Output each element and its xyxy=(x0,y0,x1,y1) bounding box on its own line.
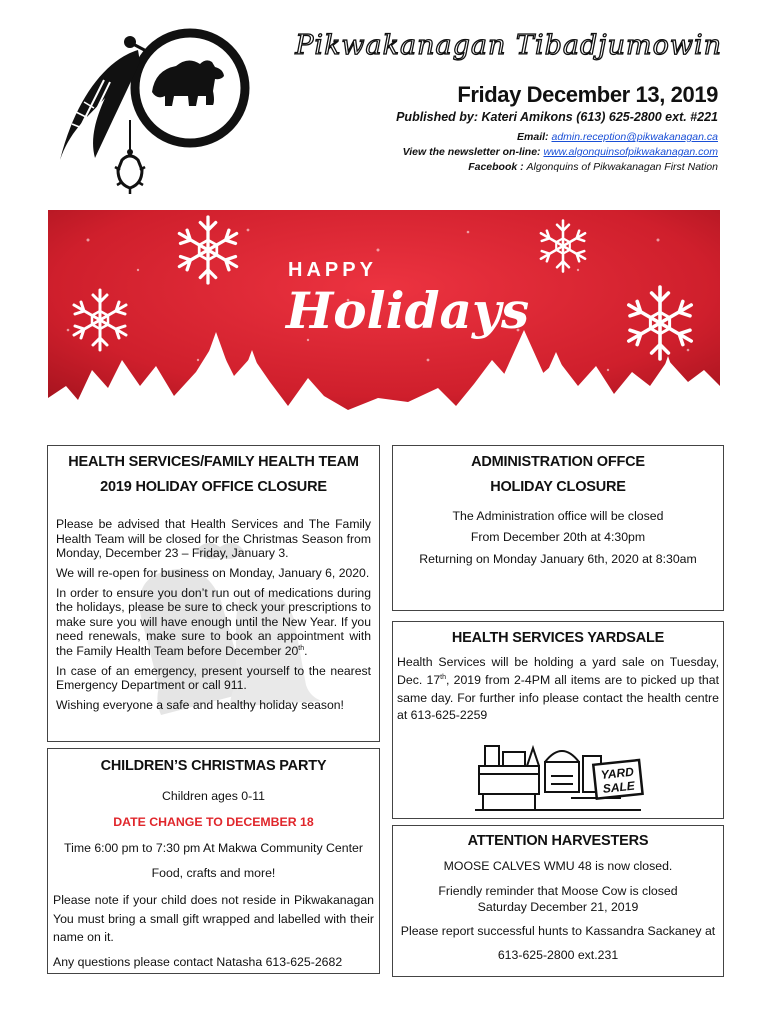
yardsale-body-end: , 2019 from 2-4PM all items are to picked up that same day. For further info please contact the health centre at 613-625-2259 xyxy=(397,672,719,723)
banner-happy: HAPPY xyxy=(288,259,377,281)
health-paragraph-2: We will re-open for business on Monday, January 6, 2020. xyxy=(56,565,370,580)
harvesters-title: ATTENTION HARVESTERS xyxy=(467,833,649,849)
harvesters-line-3: Please report successful hunts to Kassandra Sackaney at xyxy=(400,924,716,939)
online-line xyxy=(403,146,718,158)
admin-box-subtitle: HOLIDAY CLOSURE xyxy=(490,479,626,495)
health-paragraph-3-end: . xyxy=(304,644,308,659)
yardsale-title: HEALTH SERVICES YARDSALE xyxy=(451,630,665,646)
dreamcatcher-bear-logo xyxy=(50,20,250,210)
newsletter-title: Pikwakanagan Tibadjumowin xyxy=(295,30,722,61)
harvesters-box xyxy=(392,825,724,977)
health-paragraph-4: In case of an emergency, present yourself to the nearest Emergency Department or call 911. xyxy=(56,663,371,693)
banner-holidays: Holidays xyxy=(286,281,530,340)
yard-sign-line2: SALE xyxy=(602,778,636,796)
yardsale-body-sup: th xyxy=(440,673,447,681)
health-box-subtitle: 2019 HOLIDAY OFFICE CLOSURE xyxy=(100,479,327,495)
website-link[interactable]: www.algonquinsofpikwakanagan.com xyxy=(543,146,718,158)
harvesters-line-1: MOOSE CALVES WMU 48 is now closed. xyxy=(443,859,673,873)
admin-line-1: The Administration office will be closed xyxy=(452,509,664,523)
facebook-label: Facebook : xyxy=(468,161,527,173)
yard-sale-illustration xyxy=(471,736,646,814)
publisher-line: Published by: Kateri Amikons (613) 625-2800 ext. #221 xyxy=(396,110,718,124)
health-paragraph-3-text: In order to ensure you don’t run out of medications during the holidays, please be sure to check your prescriptions to make sure you will have enough until the New Year. If you need renewals, make sure to book an appointment with the Family Health Team before December 20 xyxy=(56,585,371,659)
childrens-party-box xyxy=(47,748,380,974)
facebook-page: Algonquins of Pikwakanagan First Nation xyxy=(526,161,718,173)
admin-line-3: Returning on Monday January 6th, 2020 at 8:30am xyxy=(419,551,697,566)
email-label: Email: xyxy=(517,131,552,143)
party-ages: Children ages 0-11 xyxy=(162,789,265,803)
admin-line-2: From December 20th at 4:30pm xyxy=(470,530,646,545)
issue-date: Friday December 13, 2019 xyxy=(457,82,718,107)
harvesters-line-4: 613-625-2800 ext.231 xyxy=(497,948,619,963)
health-paragraph-3 xyxy=(56,586,371,659)
online-label: View the newsletter on-line: xyxy=(402,146,544,158)
facebook-line xyxy=(468,161,718,173)
health-paragraph-3-sup: th xyxy=(298,645,305,653)
happy-holidays-banner xyxy=(48,210,720,432)
party-gift-note: Please note if your child does not reside in Pikwakanagan You must bring a small gift wrapped and labelled with their name on it. xyxy=(53,893,374,945)
party-food: Food, crafts and more! xyxy=(151,866,276,881)
email-line xyxy=(517,131,718,143)
party-date-change: DATE CHANGE TO DECEMBER 18 xyxy=(113,815,314,830)
party-time: Time 6:00 pm to 7:30 pm At Makwa Community Center xyxy=(64,840,363,855)
email-link[interactable]: admin.reception@pikwakanagan.ca xyxy=(551,131,718,143)
health-services-closure-box xyxy=(47,445,380,742)
yardsale-box xyxy=(392,621,724,819)
health-paragraph-1: Please be advised that Health Services and The Family Health Team will be closed for the Christmas Season from Monday, December 23 – Friday, January 3. xyxy=(56,517,371,561)
yardsale-body xyxy=(397,654,719,725)
harvesters-line-2a: Friendly reminder that Moose Cow is closed xyxy=(438,884,678,899)
harvesters-line-2 xyxy=(393,884,723,915)
party-contact: Any questions please contact Natasha 613-625-2682 xyxy=(53,954,343,969)
health-box-title: HEALTH SERVICES/FAMILY HEALTH TEAM xyxy=(68,454,359,470)
yardsale-body-text: Health Services will be holding a yard sale on Tuesday, Dec. 17 xyxy=(397,655,719,687)
administration-closure-box xyxy=(392,445,724,611)
yard-sign-line1: YARD xyxy=(600,764,635,783)
party-title: CHILDREN’S CHRISTMAS PARTY xyxy=(100,758,327,774)
harvesters-line-2b: Saturday December 21, 2019 xyxy=(477,899,639,914)
admin-box-title: ADMINISTRATION OFFCE xyxy=(471,454,645,470)
health-paragraph-5: Wishing everyone a safe and healthy holiday season! xyxy=(56,698,344,713)
